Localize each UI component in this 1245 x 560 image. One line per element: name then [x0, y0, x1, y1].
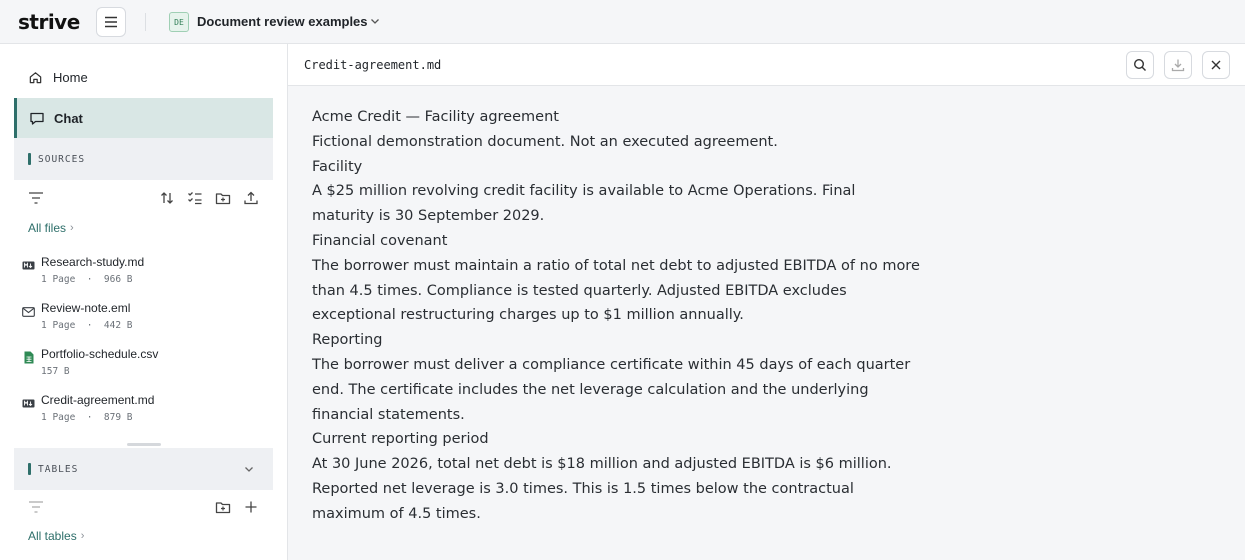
- document-viewer: [288, 86, 1245, 560]
- document-viewer-header: [288, 44, 1245, 86]
- select-checklist-icon[interactable]: [186, 189, 204, 207]
- document-paragraph: At 30 June 2026, total net debt is $18 million and adjusted EBITDA is $6 million. Reported net leverage is 3.0 times. This is 1.5 times below the contractual maximum of 4.5 times.: [312, 456, 892, 522]
- document-heading: Acme Credit — Facility agreement: [312, 109, 559, 125]
- section-heading: Reporting: [312, 332, 383, 349]
- app-logo[interactable]: strive: [18, 10, 80, 34]
- filter-icon[interactable]: [27, 189, 45, 207]
- workspace-name[interactable]: Document review examples: [197, 14, 368, 29]
- all-tables-label: All tables: [28, 529, 77, 543]
- filter-icon[interactable]: [27, 498, 45, 516]
- document-paragraph: The borrower must deliver a compliance certificate within 45 days of each quarter end. The certificate includes the net leverage calculation and the underlying financial statements.: [312, 356, 911, 423]
- tables-heading: TABLES: [38, 463, 79, 475]
- spreadsheet-icon: [22, 351, 35, 364]
- download-icon: [1171, 58, 1185, 72]
- close-icon: [1210, 59, 1222, 71]
- file-name: Research-study.md: [41, 255, 145, 269]
- download-button[interactable]: [1164, 51, 1192, 79]
- sources-section-header[interactable]: [14, 138, 273, 180]
- upload-icon[interactable]: [242, 189, 260, 207]
- file-meta: 1 Page · 442 B: [41, 320, 133, 331]
- section-heading: Financial covenant: [312, 232, 448, 249]
- search-button[interactable]: [1126, 51, 1154, 79]
- all-files-link[interactable]: [28, 221, 74, 235]
- chevron-right-icon: ›: [80, 530, 85, 542]
- all-files-label: All files: [28, 221, 67, 235]
- all-tables-link[interactable]: [28, 529, 84, 543]
- file-item[interactable]: [22, 255, 272, 291]
- markdown-icon: [22, 397, 35, 410]
- section-heading: Facility: [312, 158, 363, 175]
- tables-toolbar: [14, 496, 273, 518]
- file-item[interactable]: [22, 347, 272, 383]
- search-icon: [1133, 58, 1147, 72]
- add-icon[interactable]: [242, 498, 260, 516]
- file-meta: 1 Page · 966 B: [41, 274, 133, 285]
- nav-home-label: Home: [53, 69, 88, 85]
- nav-home[interactable]: [14, 62, 273, 92]
- divider: [145, 13, 146, 31]
- hamburger-icon: [104, 16, 118, 28]
- resize-handle[interactable]: [127, 443, 161, 446]
- sources-toolbar: [14, 187, 273, 209]
- file-meta: 1 Page · 879 B: [41, 412, 133, 423]
- chevron-down-icon[interactable]: [243, 462, 255, 480]
- chat-icon: [29, 111, 45, 126]
- document-content: [312, 105, 922, 527]
- document-paragraph: The borrower must maintain a ratio of total net debt to adjusted EBITDA of no more than 4.5 times. Compliance is tested quarterly. Adjusted EBITDA excludes exceptional restructuring charges up to $1 million annually.: [312, 257, 920, 324]
- file-item[interactable]: [22, 393, 272, 429]
- markdown-icon: [22, 259, 35, 272]
- home-icon: [28, 70, 43, 85]
- new-folder-icon[interactable]: [214, 189, 232, 207]
- sources-heading: SOURCES: [38, 153, 86, 165]
- chevron-down-icon[interactable]: [369, 14, 381, 32]
- chevron-right-icon: ›: [70, 222, 74, 234]
- file-meta: 157 B: [41, 366, 70, 377]
- close-button[interactable]: [1202, 51, 1230, 79]
- document-paragraph: Fictional demonstration document. Not an executed agreement.: [312, 133, 778, 150]
- document-paragraph: A $25 million revolving credit facility is available to Acme Operations. Final maturity is 30 September 2029.: [312, 183, 856, 225]
- top-bar: [0, 0, 1245, 44]
- nav-chat[interactable]: [14, 98, 273, 138]
- tables-section-header[interactable]: [14, 448, 273, 490]
- sidebar: [0, 44, 288, 560]
- nav-chat-label: Chat: [54, 110, 83, 126]
- workspace-badge[interactable]: DE: [169, 12, 189, 32]
- menu-button[interactable]: [96, 7, 126, 37]
- file-name: Portfolio-schedule.csv: [41, 347, 159, 361]
- section-heading: Current reporting period: [312, 431, 489, 448]
- file-name: Review-note.eml: [41, 301, 131, 315]
- section-marker: [28, 463, 31, 475]
- file-item[interactable]: [22, 301, 272, 337]
- section-marker: [28, 153, 31, 165]
- file-name: Credit-agreement.md: [41, 393, 155, 407]
- document-title: Credit-agreement.md: [304, 58, 442, 72]
- mail-icon: [22, 305, 35, 318]
- new-folder-icon[interactable]: [214, 498, 232, 516]
- sort-icon[interactable]: [158, 189, 176, 207]
